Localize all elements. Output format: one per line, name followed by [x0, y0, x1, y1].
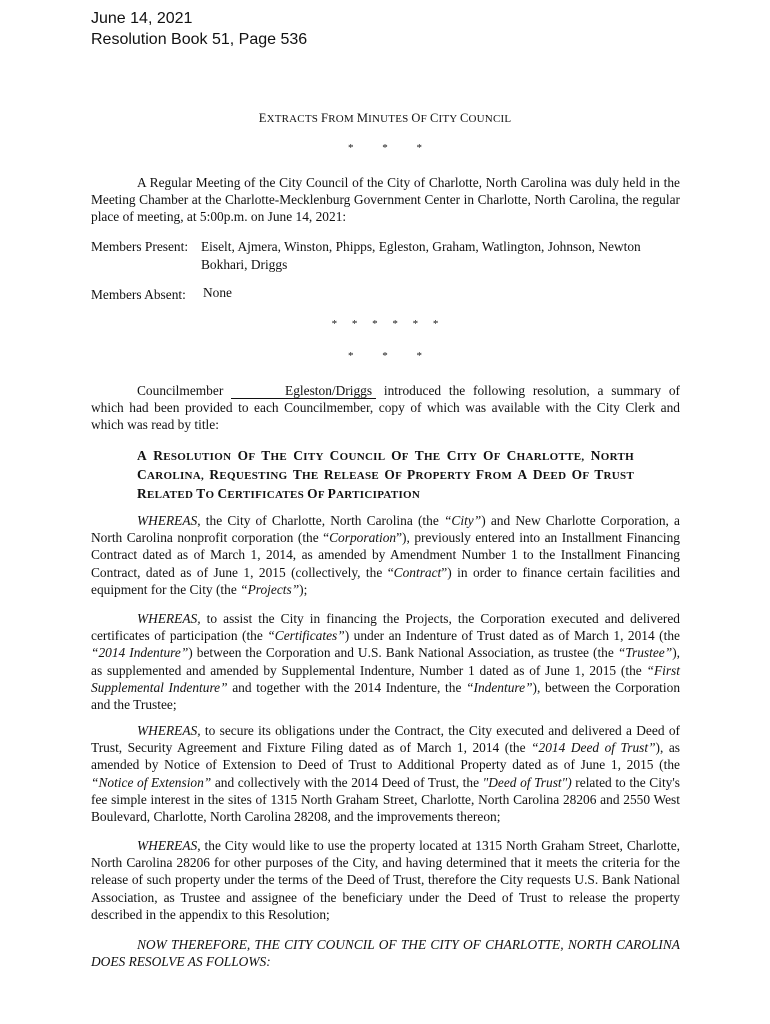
document-title: EXTRACTS FROM MINUTES OF CITY COUNCIL — [258, 111, 512, 125]
members-present-line1: Eiselt, Ajmera, Winston, Phipps, Egleston, Graham, Watlington, Johnson, Newton — [201, 239, 641, 254]
header-date: June 14, 2021 — [91, 10, 193, 27]
resolve-paragraph: NOW THEREFORE, THE CITY COUNCIL OF THE CITY OF CHARLOTTE, NORTH CAROLINA DOES RESOLVE AS FOLLOWS: — [91, 937, 680, 970]
header-book-page: Resolution Book 51, Page 536 — [91, 31, 308, 48]
whereas-paragraph-1: WHEREAS, the City of Charlotte, North Carolina (the “City”) and New Charlotte Corporation, a North Carolina nonprofit corporation (the “Corporation”), previously entered into an Installment Financing Contract dated as of March 1, 2014, as amended by Amendment Number 1 to the Installment Financing Contract, dated as of June 1, 2015 (collectively, the “Contract”) in order to finance certain facilities and equipment for the City (the “Projects”); — [91, 513, 680, 597]
members-present-label: Members Present: — [91, 239, 189, 254]
separator-stars: * * * — [348, 142, 422, 154]
whereas-paragraph-4: WHEREAS, the City would like to use the property located at 1315 North Graham Street, Charlotte, North Carolina 28206 for other purposes of the City, and having determined that it meets the criteria for the release of such property under the terms of the Deed of Trust, therefore the City requests U.S. Bank National Association, as Trustee and assignee of the beneficiary under the Deed of Trust to release the property described in the appendix to this Resolution; — [91, 838, 680, 922]
introduction-suffix: introduced the following resolution, a summary of which had been provided to each Councilmember, copy of which was available with the City Clerk and which was read by title: — [91, 383, 680, 433]
whereas-paragraph-2: WHEREAS, to assist the City in financing the Projects, the Corporation executed and delivered certificates of participation (the “Certificates”) under an Indenture of Trust dated as of March 1, 2014 (the “2014 Indenture”) between the Corporation and U.S. Bank National Association, as trustee (the “Trustee”), as supplemented and amended by Supplemental Indenture, Number 1 dated as of June 1, 2015 (the “First Supplemental Indenture” and together with the 2014 Indenture, the “Indenture”), between the Corporation and the Trustee; — [91, 611, 681, 713]
members-present — [91, 238, 691, 274]
intro-paragraph: A Regular Meeting of the City Council of the City of Charlotte, North Carolina was duly held in the Meeting Chamber at the Charlotte-Mecklenburg Government Center in Charlotte, North Carolina, the regular place of meeting, at 5:00p.m. on June 14, 2021: — [91, 175, 680, 225]
members-absent — [91, 286, 391, 304]
resolution-title: A RESOLUTION OF THE CITY COUNCIL OF THE CITY OF CHARLOTTE, NORTH CAROLINA, REQUESTING THE RELEASE OF PROPERTY FROM A DEED OF TRUST RELATED TO CERTIFICATES OF PARTICIPATION — [137, 448, 634, 502]
page-header — [91, 8, 307, 50]
introducing-councilmembers: Egleston/Driggs — [231, 384, 376, 399]
introduction-prefix: Councilmember — [137, 383, 224, 398]
members-absent-value: None — [203, 285, 233, 300]
separator-stars-six: * * * * * * — [331, 318, 439, 330]
members-present-line2: Bokhari, Driggs — [201, 257, 288, 272]
whereas-paragraph-3: WHEREAS, to secure its obligations under the Contract, the City executed and delivered a Deed of Trust, Security Agreement and Fixture Filing dated as of March 1, 2014 (the “2014 Deed of Trust”), as amended by Notice of Extension to Deed of Trust to Additional Property dated as of June 1, 2015 (the “Notice of Extension” and collectively with the 2014 Deed of Trust, the "Deed of Trust") related to the City's fee simple interest in the sites of 1315 North Graham Street, Charlotte, North Carolina 28206 and 2550 West Boulevard, Charlotte, North Carolina 28208, and the improvements thereon; — [91, 723, 681, 825]
introduction-paragraph — [91, 382, 680, 434]
members-absent-label: Members Absent: — [91, 287, 186, 302]
separator-stars-three: * * * — [348, 350, 422, 362]
